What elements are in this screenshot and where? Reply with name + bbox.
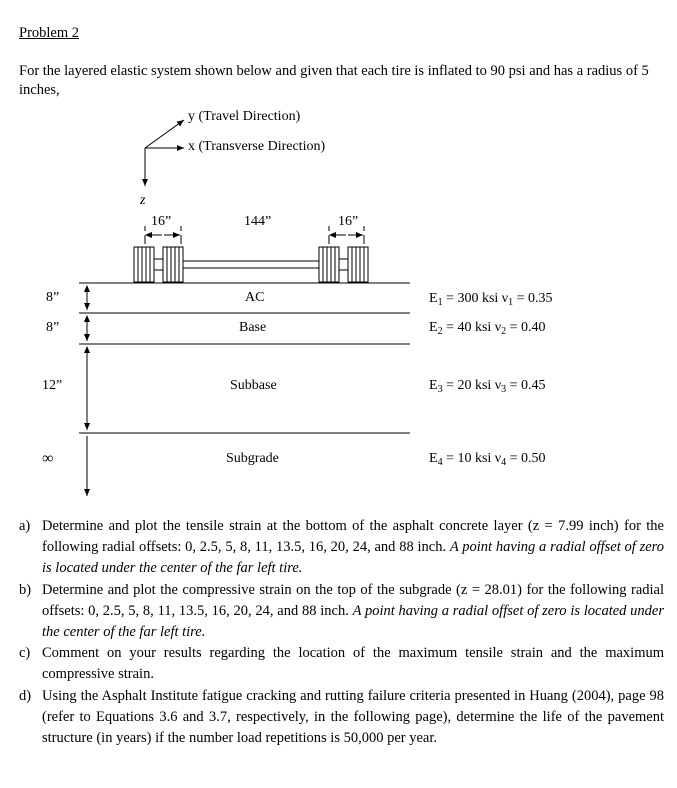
y-axis-label: y (Travel Direction) <box>188 109 301 124</box>
dual-tires-left <box>134 247 183 282</box>
thickness-label: 8” <box>46 320 60 335</box>
axis-arrows <box>145 120 184 186</box>
question-item <box>19 643 664 685</box>
question-text: Comment on your results regarding the location of the maximum tensile strain and the maximum compressive strain. <box>42 645 664 683</box>
z-axis-label: z <box>140 193 146 208</box>
layer-name: Subgrade <box>226 451 279 466</box>
problem-intro: For the layered elastic system shown below and given that each tire is inflated to 90 psi and has a radius of 5 inches, <box>19 63 649 98</box>
layer-name: Base <box>239 320 267 335</box>
question-key: d) <box>19 687 32 704</box>
question-list <box>19 516 664 749</box>
question-text: Determine and plot the tensile strain at the bottom of the asphalt concrete layer (z = 7.99 inch) for the following radial offsets: 0, 2.5, 5, 8, 11, 13.5, 16, 20, 24, and 88 inch. A point having a radial offset of zero is located under the center of the far left tire. <box>42 518 664 577</box>
thickness-label: 8” <box>46 290 60 305</box>
thickness-label: 12” <box>42 378 63 393</box>
axle <box>183 261 319 268</box>
question-text: Determine and plot the compressive strain on the top of the subgrade (z = 28.01) for the following radial offsets: 0, 2.5, 5, 8, 11, 13.5, 16, 20, 24, and 88 inch. A point having a radial offset of zero is located under the center of the far left tire. <box>42 581 664 641</box>
question-item <box>19 580 664 644</box>
dim-left-label: 16” <box>151 214 172 229</box>
layer-props: $E_2 = 40$ ksi $\nu_2 = 0.40$ <box>429 320 546 337</box>
thickness-label: ∞ <box>42 450 54 467</box>
layer-props: $E_3 = 20$ ksi $\nu_3 = 0.45$ <box>429 378 546 395</box>
question-key: c) <box>19 645 31 662</box>
question-item <box>19 686 664 750</box>
question-item <box>19 516 664 580</box>
question-key: a) <box>19 518 31 534</box>
layer-name: Subbase <box>230 378 277 393</box>
layer-name: AC <box>245 290 265 305</box>
dual-tires-right <box>319 247 368 282</box>
x-axis-label: x (Transverse Direction) <box>188 139 326 154</box>
layer-props: $E_4 = 10$ ksi $\nu_4 = 0.50$ <box>429 451 546 468</box>
layer-props: $E_1 = 300$ ksi $\nu_1 = 0.35$ <box>429 291 553 308</box>
dim-mid-label: 144” <box>244 214 272 229</box>
question-key: b) <box>19 581 32 598</box>
question-text: Using the Asphalt Institute fatigue cracking and rutting failure criteria presented in Huang (2004), page 98 (refer to Equations 3.6 and 3.7, respectively, in the following page), determine the life of the pavement structure (in years) if the number load repetitions is 50,000 per year. <box>42 687 664 747</box>
problem-heading: Problem 2 <box>19 25 80 41</box>
dim-right-label: 16” <box>338 214 359 229</box>
